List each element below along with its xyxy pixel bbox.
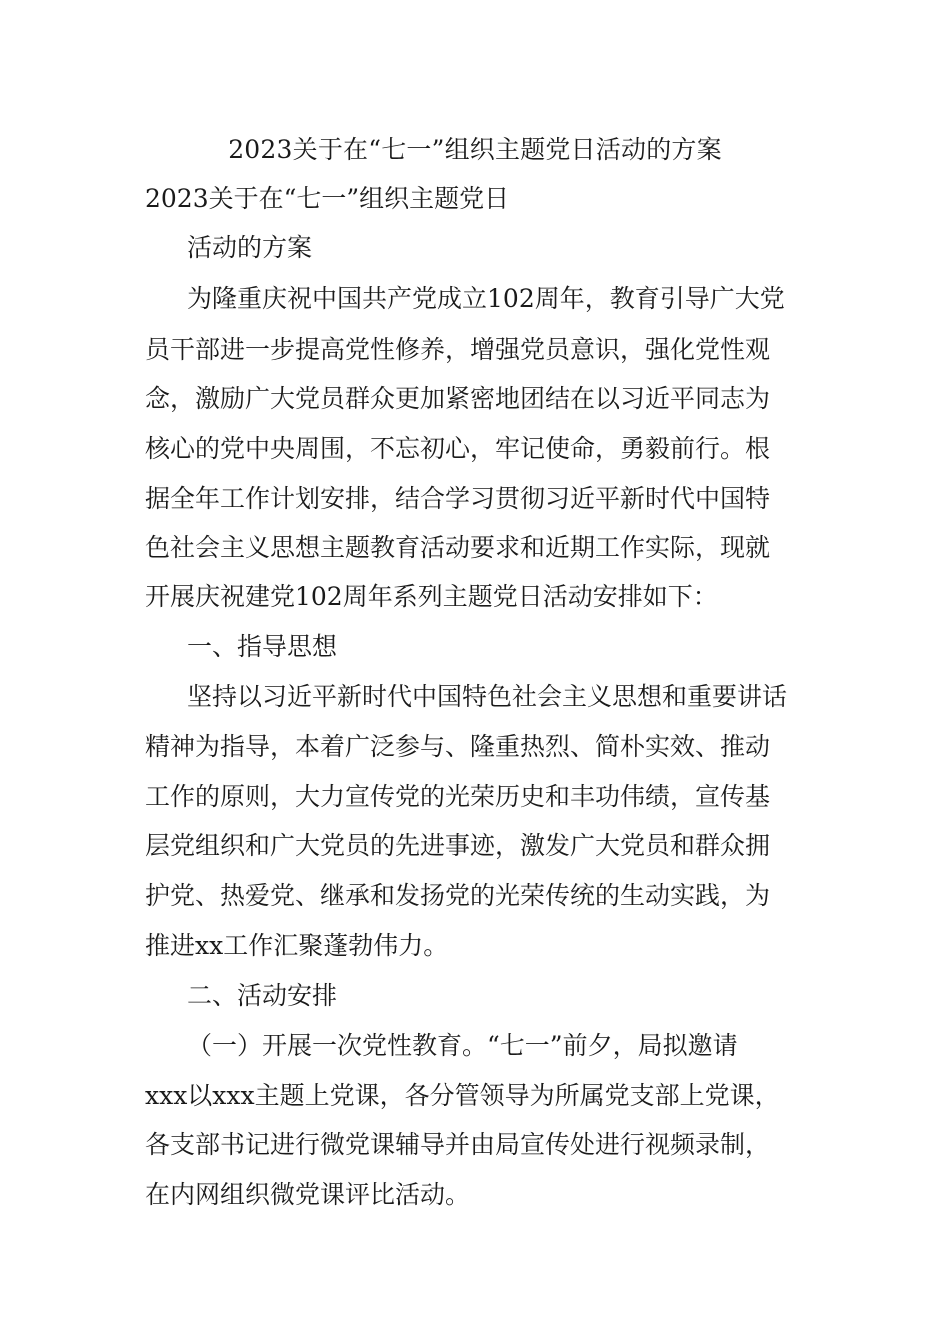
intro-line: 据全年工作计划安排，结合学习贯彻习近平新时代中国特 xyxy=(145,484,771,513)
intro-line: 为隆重庆祝中国共产党成立102周年，教育引导广大党 xyxy=(187,284,785,313)
section1-line: 层党组织和广大党员的先进事迹，激发广大党员和群众拥 xyxy=(145,831,771,860)
section1-line: 坚持以习近平新时代中国特色社会主义思想和重要讲话 xyxy=(187,682,788,711)
subtitle-line-1: 2023关于在“七一”组织主题党日 xyxy=(145,184,510,213)
section-heading-activity-arrangement: 二、活动安排 xyxy=(187,981,338,1010)
section1-line: 工作的原则，大力宣传党的光荣历史和丰功伟绩，宣传基 xyxy=(145,782,771,811)
intro-line: 核心的党中央周围，不忘初心，牢记使命，勇毅前行。根 xyxy=(145,434,771,463)
intro-line: 色社会主义思想主题教育活动要求和近期工作实际，现就 xyxy=(145,533,771,562)
section1-line: 推进xx工作汇聚蓬勃伟力。 xyxy=(145,931,449,960)
intro-line: 开展庆祝建党102周年系列主题党日活动安排如下： xyxy=(145,582,718,611)
section1-line: 护党、热爱党、继承和发扬党的光荣传统的生动实践，为 xyxy=(145,881,771,910)
section2-line: （一）开展一次党性教育。“七一”前夕，局拟邀请 xyxy=(187,1031,738,1060)
section1-line: 精神为指导，本着广泛参与、隆重热烈、简朴实效、推动 xyxy=(145,732,771,761)
intro-line: 员干部进一步提高党性修养，增强党员意识，强化党性观 xyxy=(145,335,771,364)
subtitle-line-2: 活动的方案 xyxy=(187,233,313,262)
intro-line: 念，激励广大党员群众更加紧密地团结在以习近平同志为 xyxy=(145,384,771,413)
section-heading-guiding-ideology: 一、指导思想 xyxy=(187,632,338,661)
section2-line: 在内网组织微党课评比活动。 xyxy=(145,1180,471,1209)
document-title: 2023关于在“七一”组织主题党日活动的方案 xyxy=(228,135,722,164)
section2-line: 各支部书记进行微党课辅导并由局宣传处进行视频录制， xyxy=(145,1130,771,1159)
section2-line: xxx以xxx主题上党课，各分管领导为所属党支部上党课， xyxy=(145,1081,780,1110)
